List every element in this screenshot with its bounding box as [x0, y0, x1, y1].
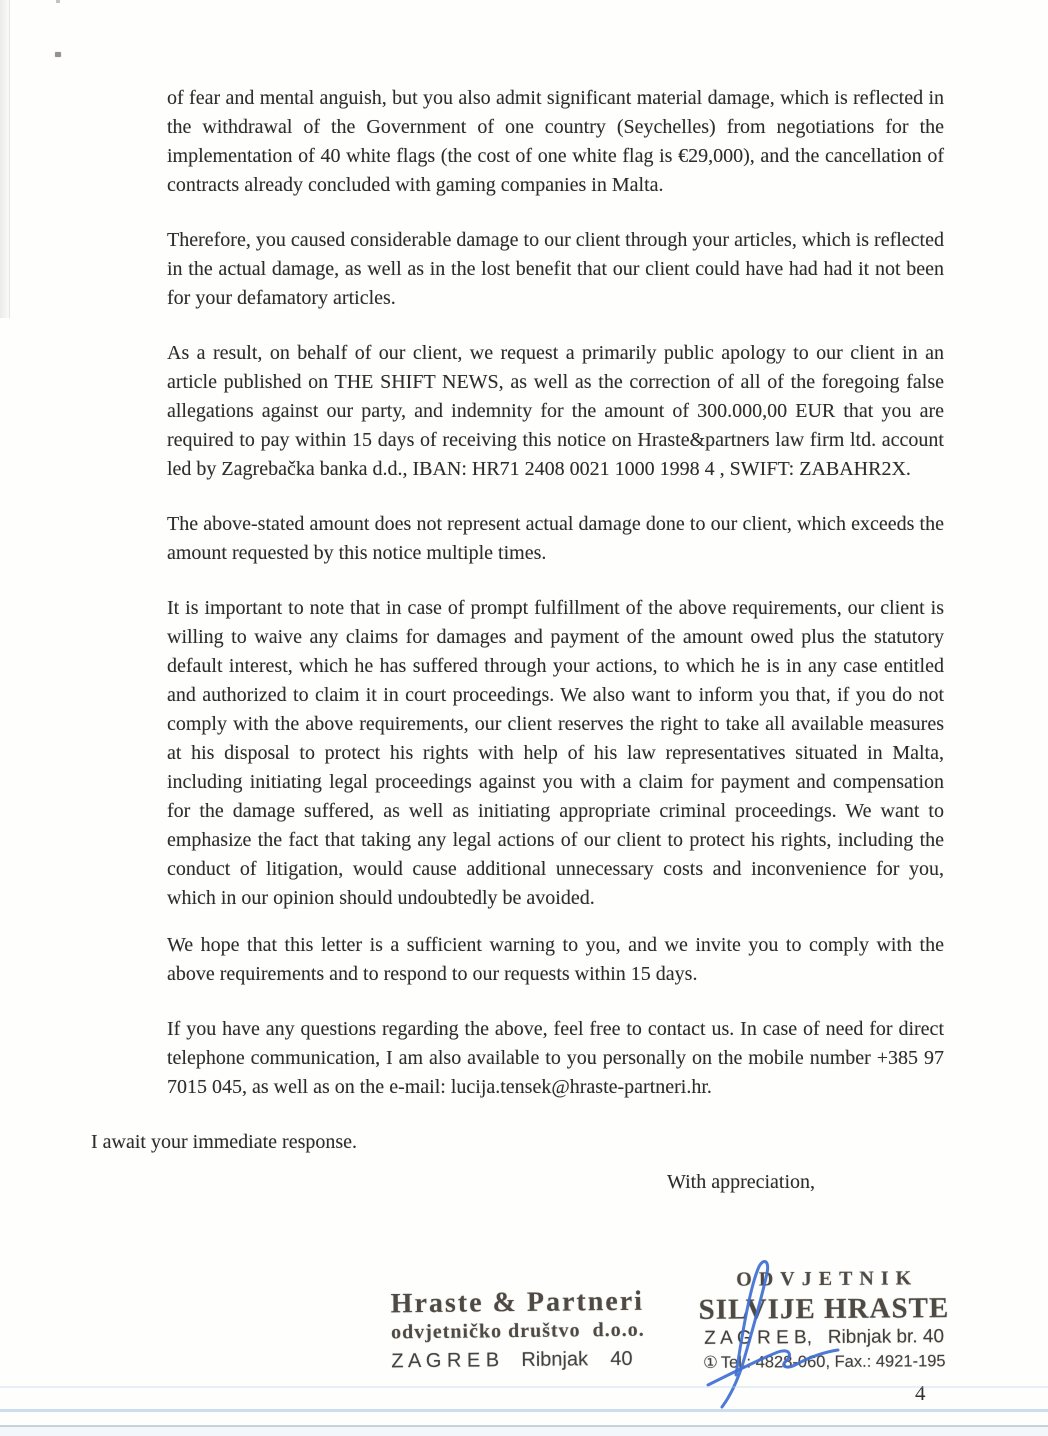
- closing-salutation: With appreciation,: [667, 1171, 816, 1193]
- page-number: 4: [915, 1381, 926, 1405]
- phone-icon: ①: [702, 1353, 718, 1372]
- paragraph: If you have any questions regarding the above, feel free to contact us. In case of need for direct telephone communication, I am also available to you personally on the mobile number +385 97 7015 045, as well as on the e-mail: lucija.tensek@hraste-partneri.hr.: [167, 1018, 944, 1098]
- paragraph: As a result, on behalf of our client, we request a primarily public apology to our client in an article published on THE SHIFT NEWS, as well as the correction of all of the foregoing false allegations against our party, and indemnity for the amount of 300.000,00 EUR that you are required to pay within 15 days of receiving this notice on Hraste&partners law firm ltd. account led by Zagrebačka banka d.d., IBAN: HR71 2408 0021 1000 1998 4 , SWIFT: ZABAHR2X.: [167, 342, 944, 480]
- await-response-line: I await your immediate response.: [91, 1131, 358, 1153]
- paragraph: Therefore, you caused considerable damage to our client through your articles, which is reflected in the actual damage, as well as in the lost benefit that our client could have had had it not been for your defamatory articles.: [167, 229, 944, 309]
- firm-stamp-address: Z A G R E B Ribnjak 40: [391, 1347, 633, 1373]
- law-firm-stamp: [391, 1287, 652, 1375]
- scan-line: [0, 1386, 1048, 1388]
- scan-edge-band: [0, 0, 10, 318]
- letter-body: [91, 84, 944, 1197]
- attorney-stamp: [698, 1265, 951, 1374]
- attorney-stamp-title: ODVJETNIK: [736, 1267, 919, 1291]
- scan-speck: [56, 0, 60, 3]
- attorney-stamp-contact: [698, 1350, 950, 1374]
- firm-stamp-name: Hraste & Partneri: [390, 1285, 645, 1320]
- paragraph: The above-stated amount does not represent actual damage done to our client, which exceeds the amount requested by this notice multiple times.: [167, 513, 944, 564]
- paragraph: We hope that this letter is a sufficient warning to you, and we invite you to comply with the above requirements and to respond to our requests within 15 days.: [167, 934, 944, 985]
- attorney-stamp-phone-fax: Tel.: 4828-060, Fax.: 4921-195: [720, 1352, 946, 1372]
- scan-bottom-band: [0, 1427, 1048, 1436]
- scan-speck: [55, 52, 61, 57]
- attorney-stamp-name: SILVIJE HRASTE: [698, 1292, 950, 1326]
- paragraph: It is important to note that in case of prompt fulfillment of the above requirements, our client is willing to waive any claims for damages and payment of the amount owed plus the statutory default interest, which he has suffered through your actions, to which he is in any case entitled and authorized to claim it in court proceedings. We also want to inform you that, if you do not comply with the above requirements, our client reserves the right to take all available measures at his disposal to protect his rights with help of his law representatives situated in Malta, including initiating legal proceedings against you with a claim for payment and compensation for the damage suffered, as well as initiating appropriate criminal proceedings. We want to emphasize the fact that taking any legal actions of our client to protect his rights, including the conduct of litigation, would cause additional unnecessary costs and inconvenience for you, which in our opinion should undoubtedly be avoided.: [167, 597, 944, 909]
- attorney-stamp-address: Z A G R E B, Ribnjak br. 40: [704, 1326, 945, 1349]
- firm-stamp-company-type: odvjetničko društvo d.o.o.: [390, 1318, 645, 1344]
- scan-line: [0, 1409, 1048, 1412]
- paragraph: of fear and mental anguish, but you also admit significant material damage, which is reflected in the withdrawal of the Government of one country (Seychelles) from negotiations for the implementation of 40 white flags (the cost of one white flag is €29,000), and the cancellation of contracts already concluded with gaming companies in Malta.: [167, 87, 944, 196]
